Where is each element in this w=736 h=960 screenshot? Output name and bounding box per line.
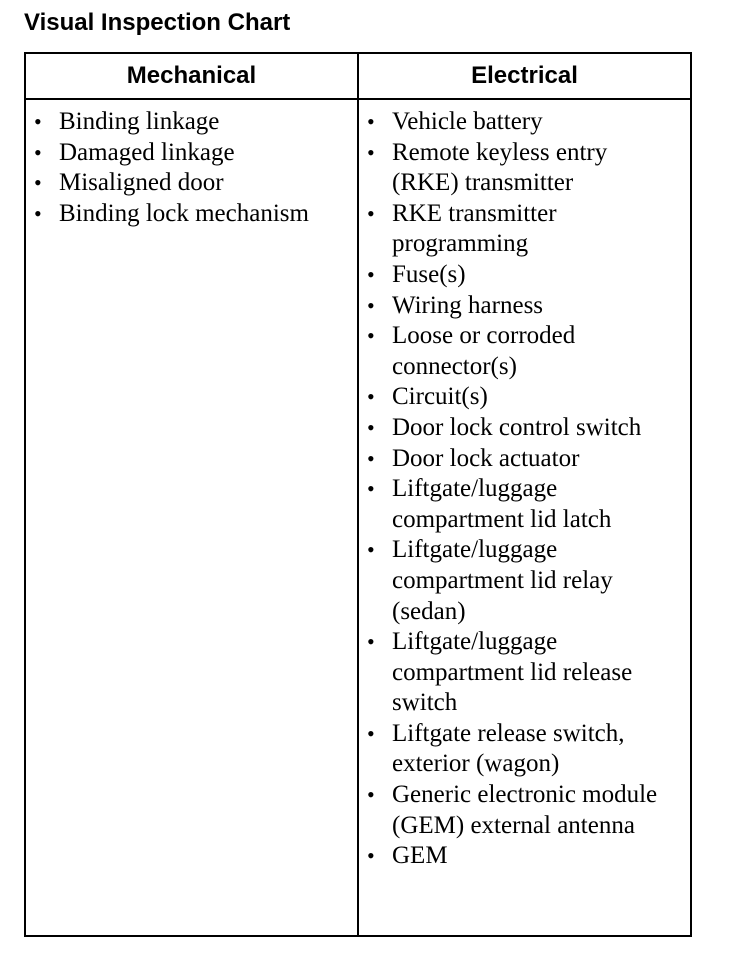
electrical-cell	[358, 99, 691, 936]
list-item	[359, 627, 680, 719]
list-item-text: Circuit(s)	[392, 383, 488, 411]
list-item-text: Wiring harness	[392, 291, 544, 319]
bullet-icon: •	[367, 843, 375, 869]
visual-inspection-table	[24, 52, 692, 937]
list-item	[359, 321, 680, 382]
list-item	[26, 138, 347, 169]
list-item-text: Binding linkage	[59, 108, 220, 135]
list-item-text: Damaged linkage	[59, 138, 235, 166]
list-item	[359, 260, 680, 291]
mechanical-list	[26, 100, 357, 229]
column-header-electrical: Electrical	[358, 53, 691, 99]
bullet-icon: •	[367, 629, 375, 655]
table-row	[25, 99, 691, 936]
bullet-icon: •	[34, 200, 42, 226]
list-item	[359, 107, 680, 138]
list-item-text: Generic electronic module (GEM) external antenna	[392, 781, 658, 839]
list-item-text: Liftgate/luggage compartment lid relay (sedan)	[392, 536, 613, 625]
list-item-text: Loose or corroded connector(s)	[392, 322, 576, 380]
table-header-row	[25, 53, 691, 99]
bullet-icon: •	[367, 261, 375, 287]
mechanical-cell	[25, 99, 358, 936]
list-item	[359, 382, 680, 413]
electrical-list	[359, 100, 690, 872]
list-item-text: Binding lock mechanism	[59, 199, 309, 227]
list-item	[359, 413, 680, 444]
list-item-text: Fuse(s)	[392, 260, 466, 288]
list-item-text: RKE transmitter programming	[392, 199, 557, 258]
page-title: Visual Inspection Chart	[24, 9, 291, 36]
bullet-icon: •	[367, 782, 375, 808]
bullet-icon: •	[367, 384, 375, 410]
bullet-icon: •	[367, 720, 375, 746]
list-item-text: Liftgate/luggage compartment lid latch	[392, 475, 612, 533]
list-item-text: Liftgate/luggage compartment lid release switch	[392, 628, 633, 717]
bullet-icon: •	[367, 445, 375, 471]
bullet-icon: •	[367, 109, 375, 134]
list-item-text: GEM	[392, 842, 448, 870]
bullet-icon: •	[367, 139, 375, 165]
list-item	[359, 841, 680, 872]
bullet-icon: •	[367, 537, 375, 563]
bullet-icon: •	[367, 414, 375, 440]
list-item-text: Liftgate release switch, exterior (wagon)	[392, 719, 625, 778]
bullet-icon: •	[367, 292, 375, 318]
list-item	[359, 199, 680, 260]
bullet-icon: •	[34, 170, 42, 196]
list-item	[26, 199, 347, 230]
bullet-icon: •	[367, 323, 375, 349]
list-item-text: Vehicle battery	[392, 108, 543, 135]
list-item	[359, 780, 680, 841]
list-item	[359, 535, 680, 627]
bullet-icon: •	[367, 200, 375, 226]
list-item-text: Door lock control switch	[392, 413, 642, 441]
list-item-text: Door lock actuator	[392, 444, 580, 472]
list-item	[359, 291, 680, 322]
column-header-mechanical: Mechanical	[25, 53, 358, 99]
list-item	[26, 107, 347, 138]
bullet-icon: •	[367, 476, 375, 502]
list-item	[359, 474, 680, 535]
list-item-text: Remote keyless entry (RKE) transmitter	[392, 138, 608, 197]
list-item	[359, 138, 680, 199]
bullet-icon: •	[34, 139, 42, 165]
list-item-text: Misaligned door	[59, 169, 224, 197]
bullet-icon: •	[34, 109, 42, 134]
list-item	[26, 168, 347, 199]
list-item	[359, 444, 680, 475]
list-item	[359, 719, 680, 780]
